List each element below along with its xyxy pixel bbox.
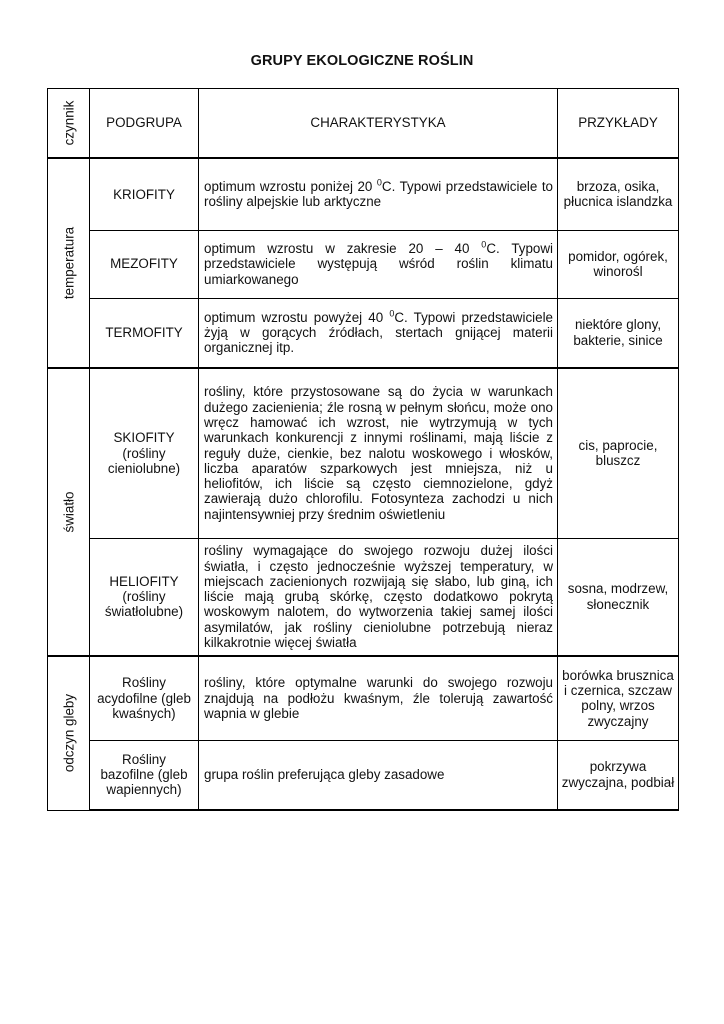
characteristics-cell: optimum wzrostu poniżej 20 $^0$C. Typowi przedstawiciele to rośliny alpejskie lub arktyczne	[199, 158, 558, 230]
characteristics-cell: rośliny wymagające do swojego rozwoju dużej ilości światła, i często jednocześnie wyższej temperatury, w miejscach zacienionych rozwijają się słabo, lub giną, ich liście mają grubą skórkę, często dodatkowo pokrytą woskowym nalotem, do wytworzenia takiej samej ilości asymilatów, jak rośliny cieniolubne potrzebują nieraz kilkakrotnie więcej światła	[199, 538, 558, 656]
examples-cell: cis, paprocie, bluszcz	[558, 368, 679, 538]
examples-cell: sosna, modrzew, słonecznik	[558, 538, 679, 656]
table-row	[48, 538, 679, 656]
examples-cell: borówka brusznica i czernica, szczaw polny, wrzos zwyczajny	[558, 656, 679, 740]
subgroup-name: SKIOFITY	[113, 430, 175, 446]
subgroup-note: (rośliny światłolubne)	[104, 589, 184, 620]
header-factor: czynnik	[60, 100, 76, 146]
subgroup-cell: TERMOFITY	[90, 298, 199, 368]
table-row	[48, 656, 679, 740]
subgroup-cell: Rośliny bazofilne (gleb wapiennych)	[90, 740, 199, 810]
characteristics-cell: rośliny, które przystosowane są do życia w warunkach dużego zacienienia; źle rosną w pełnym słońcu, może ono wręcz hamować ich wzrost, nie wytrzymują w tych warunkach konkurencji z innymi roślinami, mają liście z reguły duże, cienkie, bez nalotu woskowego i włosków, liczba aparatów szparkowych jest mniejsza, niż u heliofitów, ich liście są często ciemnozielone, gdyż zawierają dużo chlorofilu. Fotosynteza zachodzi u nich najintensywniej przy średnim oświetleniu	[199, 368, 558, 538]
subgroup-name: HELIOFITY	[109, 573, 179, 589]
subgroup-cell: Rośliny acydofilne (gleb kwaśnych)	[90, 656, 199, 740]
table-row	[48, 298, 679, 368]
table-header-row	[48, 89, 679, 159]
header-factor-cell	[48, 89, 90, 159]
factor-soil-cell	[48, 656, 90, 810]
factor-light-cell	[48, 368, 90, 656]
characteristics-cell: optimum wzrostu w zakresie 20 – 40 $^0$C. Typowi przedstawiciele występują wśród roślin klimatu umiarkowanego	[199, 230, 558, 298]
header-characteristics: CHARAKTERYSTYKA	[199, 89, 558, 159]
ecological-groups-table	[47, 88, 679, 811]
factor-temperature-cell	[48, 158, 90, 368]
factor-light: światło	[60, 491, 76, 533]
examples-cell: brzoza, osika, płucnica islandzka	[558, 158, 679, 230]
header-subgroup: PODGRUPA	[90, 89, 199, 159]
factor-temperature: temperatura	[60, 226, 76, 300]
table-row	[48, 368, 679, 538]
table-row	[48, 158, 679, 230]
subgroup-note: (rośliny cieniolubne)	[107, 445, 181, 476]
characteristics-cell: optimum wzrostu powyżej 40 $^0$C. Typowi przedstawiciele żyją w gorących źródłach, stertach gnijącej materii organicznej itp.	[199, 298, 558, 368]
characteristics-cell: grupa roślin preferująca gleby zasadowe	[199, 740, 558, 810]
subgroup-cell	[90, 538, 199, 656]
subgroup-cell: MEZOFITY	[90, 230, 199, 298]
characteristics-cell: rośliny, które optymalne warunki do swojego rozwoju znajdują na podłożu kwaśnym, źle tolerują zawartość wapnia w glebie	[199, 656, 558, 740]
subgroup-cell	[90, 368, 199, 538]
examples-cell: pomidor, ogórek, winorośl	[558, 230, 679, 298]
table-row	[48, 230, 679, 298]
table-row	[48, 740, 679, 810]
subgroup-cell: KRIOFITY	[90, 158, 199, 230]
examples-cell: pokrzywa zwyczajna, podbiał	[558, 740, 679, 810]
factor-soil: odczyn gleby	[60, 694, 76, 773]
examples-cell: niektóre glony, bakterie, sinice	[558, 298, 679, 368]
header-examples: PRZYKŁADY	[558, 89, 679, 159]
page-title: GRUPY EKOLOGICZNE ROŚLIN	[250, 53, 474, 69]
